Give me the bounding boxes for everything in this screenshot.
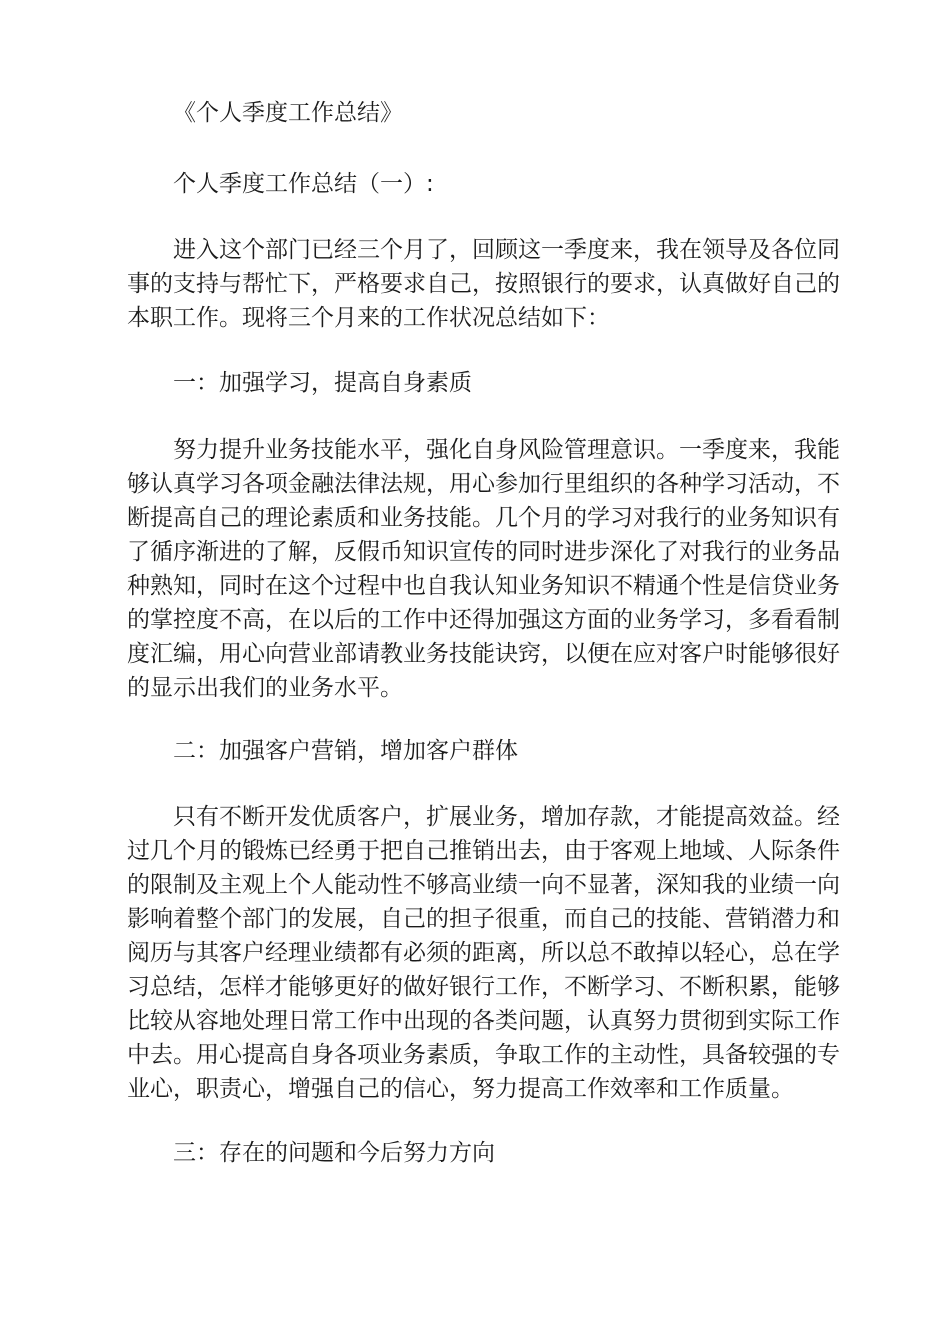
document-subtitle: 个人季度工作总结（一）:: [173, 171, 434, 197]
paragraph-line: 的掌控度不高，在以后的工作中还得加强这方面的业务学习，多看看制: [127, 607, 840, 633]
paragraph-line: 断提高自己的理论素质和业务技能。几个月的学习对我行的业务知识有: [127, 505, 840, 531]
paragraph-line: 习总结，怎样才能够更好的做好银行工作，不断学习、不断积累，能够: [127, 974, 840, 1000]
paragraph-line: 了循序渐进的了解，反假币知识宣传的同时进步深化了对我行的业务品: [127, 539, 840, 565]
paragraph-line: 事的支持与帮忙下，严格要求自己，按照银行的要求，认真做好自己的: [127, 271, 840, 297]
section3-heading: 三：存在的问题和今后努力方向: [173, 1140, 495, 1166]
section1-paragraph: [127, 433, 840, 705]
paragraph-line: 业心，职责心，增强自己的信心，努力提高工作效率和工作质量。: [127, 1076, 794, 1102]
paragraph-line: 中去。用心提高自身各项业务素质，争取工作的主动性，具备较强的专: [127, 1042, 840, 1068]
paragraph-line: 阅历与其客户经理业绩都有必须的距离，所以总不敢掉以轻心，总在学: [127, 940, 840, 966]
section1-heading: 一：加强学习，提高自身素质: [173, 370, 472, 396]
paragraph-line: 进入这个部门已经三个月了，回顾这一季度来，我在领导及各位同: [173, 237, 840, 263]
paragraph-line: 的显示出我们的业务水平。: [127, 675, 403, 701]
paragraph-line: 努力提升业务技能水平，强化自身风险管理意识。一季度来，我能: [173, 437, 840, 463]
paragraph-line: 度汇编，用心向营业部请教业务技能诀窍，以便在应对客户时能够很好: [127, 641, 840, 667]
paragraph-line: 种熟知，同时在这个过程中也自我认知业务知识不精通个性是信贷业务: [127, 573, 840, 599]
section2-heading: 二：加强客户营销，增加客户群体: [173, 738, 518, 764]
intro-paragraph: [127, 233, 840, 335]
paragraph-line: 本职工作。现将三个月来的工作状况总结如下：: [127, 305, 610, 331]
paragraph-line: 只有不断开发优质客户，扩展业务，增加存款，才能提高效益。经: [173, 804, 840, 830]
paragraph-line: 的限制及主观上个人能动性不够高业绩一向不显著，深知我的业绩一向: [127, 872, 840, 898]
paragraph-line: 过几个月的锻炼已经勇于把自己推销出去，由于客观上地域、人际条件: [127, 838, 840, 864]
section2-paragraph: [127, 800, 840, 1106]
paragraph-line: 比较从容地处理日常工作中出现的各类问题，认真努力贯彻到实际工作: [127, 1008, 840, 1034]
paragraph-line: 影响着整个部门的发展，自己的担子很重，而自己的技能、营销潜力和: [127, 906, 840, 932]
document-title: 《个人季度工作总结》: [173, 100, 403, 126]
paragraph-line: 够认真学习各项金融法律法规，用心参加行里组织的各种学习活动，不: [127, 471, 840, 497]
